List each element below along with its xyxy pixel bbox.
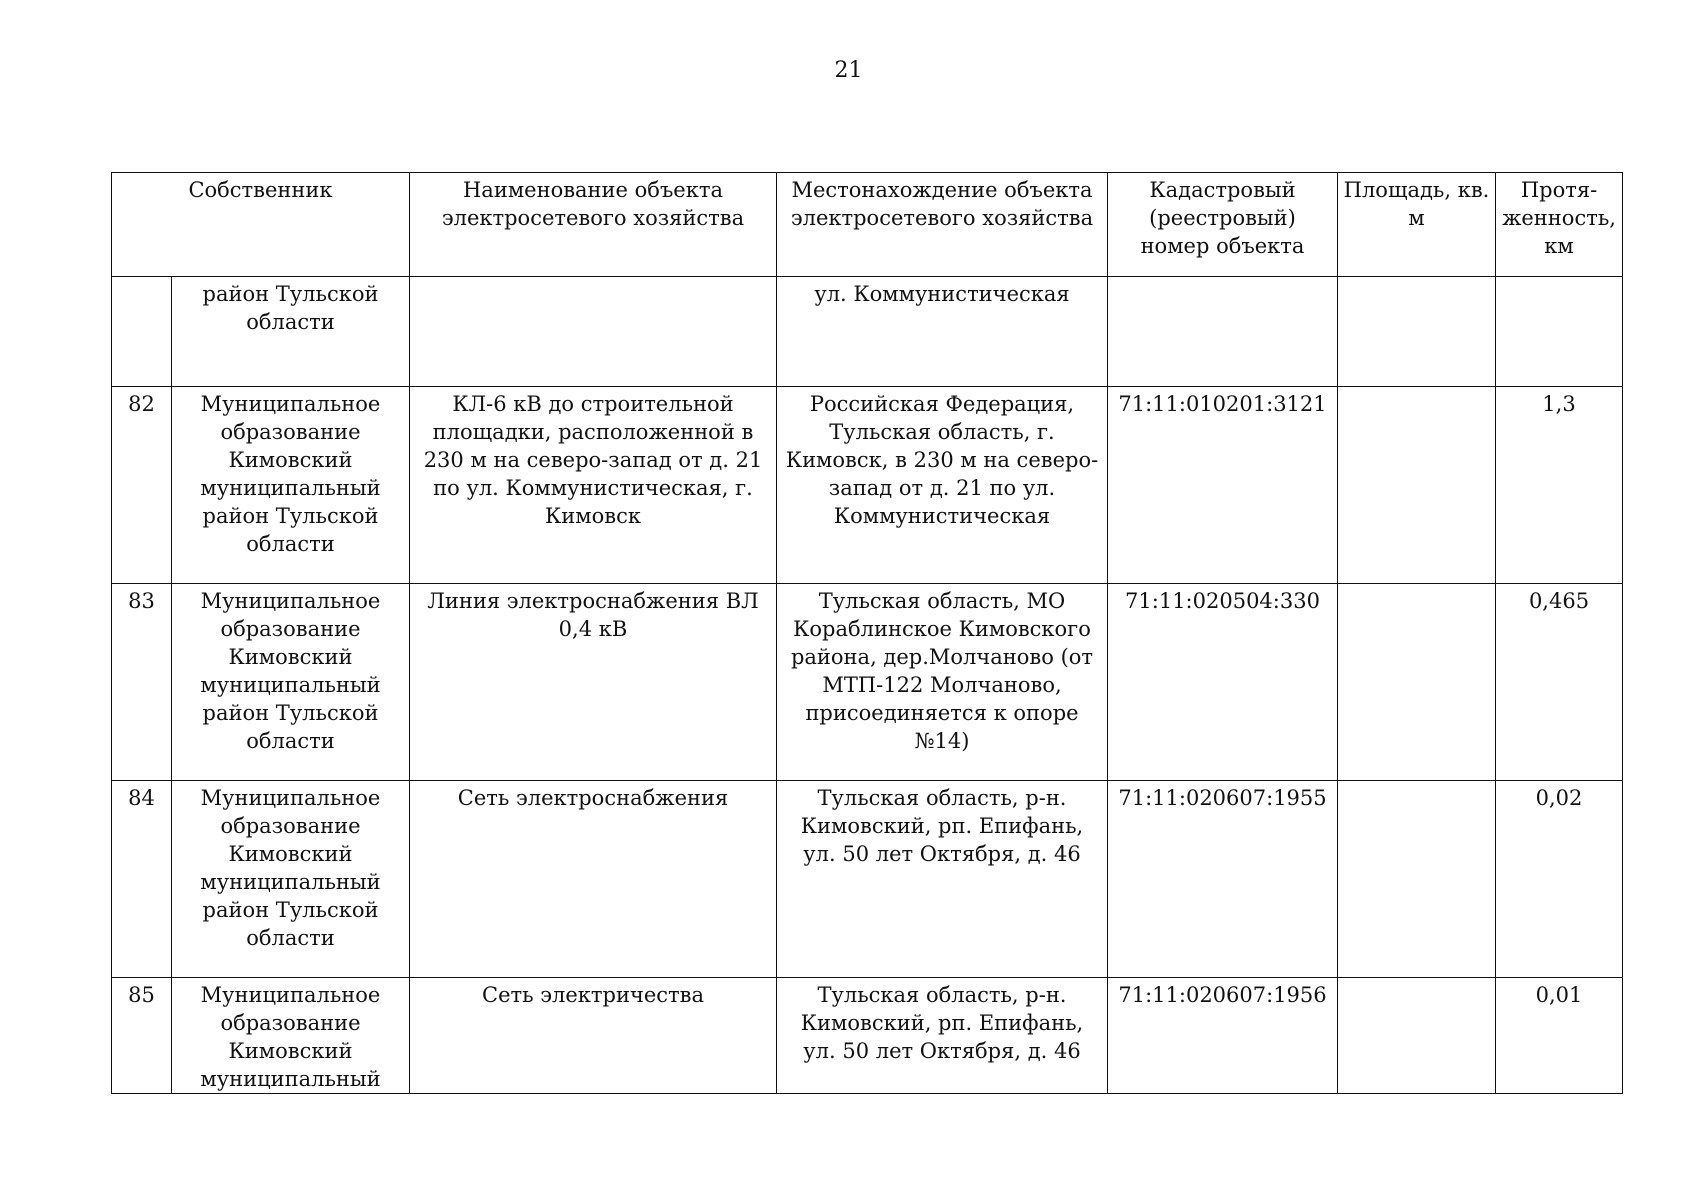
row-object-name: Сеть электроснабжения xyxy=(410,781,777,978)
row-number: 83 xyxy=(112,584,172,781)
header-owner: Собственник xyxy=(112,173,410,277)
row-cadastral-number: 71:11:020607:1956 xyxy=(1108,978,1338,1094)
row-number: 82 xyxy=(112,387,172,584)
table-row xyxy=(112,584,1623,781)
row-object-name: Линия электроснабжения ВЛ 0,4 кВ xyxy=(410,584,777,781)
row-owner: Муниципальное образование Кимовский муниципальный xyxy=(172,978,410,1094)
row-area xyxy=(1338,781,1496,978)
row-owner: Муниципальное образование Кимовский муниципальный район Тульской области xyxy=(172,387,410,584)
header-cadastral-number: Кадастровый (реестровый) номер объекта xyxy=(1108,173,1338,277)
row-length: 0,02 xyxy=(1496,781,1623,978)
table-row xyxy=(112,781,1623,978)
row-cadastral-number: 71:11:020504:330 xyxy=(1108,584,1338,781)
row-cadastral-number xyxy=(1108,277,1338,387)
header-area: Площадь, кв. м xyxy=(1338,173,1496,277)
table-header-row xyxy=(112,173,1623,277)
row-area xyxy=(1338,277,1496,387)
row-area xyxy=(1338,978,1496,1094)
row-location: Тульская область, МО Кораблинское Кимовского района, дер.Молчаново (от МТП-122 Молчаново, присоединяется к опоре №14) xyxy=(777,584,1108,781)
row-location: Российская Федерация, Тульская область, г. Кимовск, в 230 м на северо-запад от д. 21 по ул. Коммунистическая xyxy=(777,387,1108,584)
row-number xyxy=(112,277,172,387)
row-location: ул. Коммунистическая xyxy=(777,277,1108,387)
row-area xyxy=(1338,584,1496,781)
row-cadastral-number: 71:11:010201:3121 xyxy=(1108,387,1338,584)
table-row xyxy=(112,387,1623,584)
row-object-name: КЛ-6 кВ до строительной площадки, расположенной в 230 м на северо-запад от д. 21 по ул. Коммунистическая, г. Кимовск xyxy=(410,387,777,584)
row-length xyxy=(1496,277,1623,387)
row-location: Тульская область, р-н. Кимовский, рп. Епифань, ул. 50 лет Октября, д. 46 xyxy=(777,978,1108,1094)
page-number: 21 xyxy=(834,58,863,83)
row-cadastral-number: 71:11:020607:1955 xyxy=(1108,781,1338,978)
row-length: 1,3 xyxy=(1496,387,1623,584)
row-owner: Муниципальное образование Кимовский муниципальный район Тульской области xyxy=(172,781,410,978)
row-object-name xyxy=(410,277,777,387)
row-length: 0,465 xyxy=(1496,584,1623,781)
row-owner: район Тульской области xyxy=(172,277,410,387)
registry-table xyxy=(111,172,1623,1094)
header-length: Протя-женность, км xyxy=(1496,173,1623,277)
header-location: Местонахождение объекта электросетевого хозяйства xyxy=(777,173,1108,277)
row-area xyxy=(1338,387,1496,584)
row-length: 0,01 xyxy=(1496,978,1623,1094)
row-owner: Муниципальное образование Кимовский муниципальный район Тульской области xyxy=(172,584,410,781)
header-object-name: Наименование объекта электросетевого хозяйства xyxy=(410,173,777,277)
row-number: 84 xyxy=(112,781,172,978)
row-number: 85 xyxy=(112,978,172,1094)
table-row xyxy=(112,978,1623,1094)
table-row xyxy=(112,277,1623,387)
row-object-name: Сеть электричества xyxy=(410,978,777,1094)
row-location: Тульская область, р-н. Кимовский, рп. Епифань, ул. 50 лет Октября, д. 46 xyxy=(777,781,1108,978)
